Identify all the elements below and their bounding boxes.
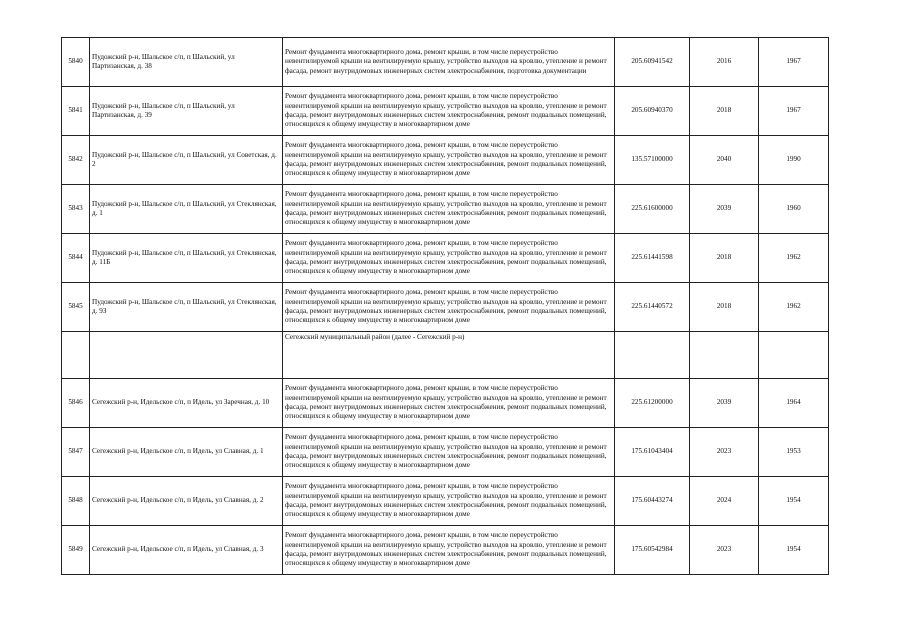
table-row [62,234,829,283]
table-row [62,477,829,526]
work-description-cell: Ремонт фундамента многоквартирного дома, ремонт крыши, в том числе переустройство невентилируемой крыши на вентилируемую крышу, устройство выходов на кровлю, утепление и ремонт фасада, ремонт внутридомовых инженерных систем электроснабжения, ремонт подвальных помещений, относящихся к общему имуществу в многоквартирном доме [283,477,615,526]
work-description-cell: Ремонт фундамента многоквартирного дома, ремонт крыши, в том числе переустройство невентилируемой крыши на вентилируемую крышу, устройство выходов на кровлю, утепление и ремонт фасада, ремонт внутридомовых инженерных систем электроснабжения, ремонт подвальных помещений, относящихся к общему имуществу в многоквартирном доме [283,234,615,283]
table-row [62,38,829,87]
row-number: 5844 [62,234,90,283]
build-year-cell: 1953 [759,428,829,477]
build-year-cell: 1960 [759,185,829,234]
cost-cell: 175.60443274 [615,477,690,526]
address-cell: Сегежский р-н, Идельское с/п, п Идель, ул Славная, д. 2 [90,477,283,526]
empty-cell [615,332,690,379]
repair-year-cell: 2024 [690,477,759,526]
address-cell: Сегежский р-н, Идельское с/п, п Идель, ул Славная, д. 1 [90,428,283,477]
work-description-cell: Ремонт фундамента многоквартирного дома, ремонт крыши, в том числе переустройство невентилируемой крыши на вентилируемую крышу, устройство выходов на кровлю, утепление и ремонт фасада, ремонт внутридомовых инженерных систем электроснабжения, ремонт подвальных помещений, относящихся к общему имуществу в многоквартирном доме [283,136,615,185]
housing-repair-table [61,37,829,575]
build-year-cell: 1967 [759,38,829,87]
empty-cell [90,332,283,379]
work-description-cell: Ремонт фундамента многоквартирного дома, ремонт крыши, в том числе переустройство невентилируемой крыши на вентилируемую крышу, устройство выходов на кровлю, утепление и ремонт фасада, ремонт внутридомовых инженерных систем электроснабжения, подготовка документации [283,38,615,87]
work-description-cell: Ремонт фундамента многоквартирного дома, ремонт крыши, в том числе переустройство невентилируемой крыши на вентилируемую крышу, устройство выходов на кровлю, утепление и ремонт фасада, ремонт внутридомовых инженерных систем электроснабжения, ремонт подвальных помещений, относящихся к общему имуществу в многоквартирном доме [283,526,615,575]
table-row [62,428,829,477]
repair-year-cell: 2039 [690,379,759,428]
table-row [62,136,829,185]
work-description-cell: Ремонт фундамента многоквартирного дома, ремонт крыши, в том числе переустройство невентилируемой крыши на вентилируемую крышу, устройство выходов на кровлю, утепление и ремонт фасада, ремонт внутридомовых инженерных систем электроснабжения, ремонт подвальных помещений, относящихся к общему имуществу в многоквартирном доме [283,428,615,477]
work-description-cell: Ремонт фундамента многоквартирного дома, ремонт крыши, в том числе переустройство невентилируемой крыши на вентилируемую крышу, устройство выходов на кровлю, утепление и ремонт фасада, ремонт внутридомовых инженерных систем электроснабжения, ремонт подвальных помещений, относящихся к общему имуществу в многоквартирном доме [283,185,615,234]
cost-cell: 135.57100000 [615,136,690,185]
repair-year-cell: 2039 [690,185,759,234]
table-row [62,283,829,332]
build-year-cell: 1990 [759,136,829,185]
row-number: 5845 [62,283,90,332]
row-number: 5842 [62,136,90,185]
repair-year-cell: 2040 [690,136,759,185]
address-cell: Пудожский р-н, Шальское с/п, п Шальский, ул Стеклянская, д. 1 [90,185,283,234]
build-year-cell: 1964 [759,379,829,428]
address-cell: Пудожский р-н, Шальское с/п, п Шальский, ул Стеклянская, д. 11Б [90,234,283,283]
address-cell: Сегежский р-н, Идельское с/п, п Идель, ул Заречная, д. 10 [90,379,283,428]
row-number: 5846 [62,379,90,428]
repair-year-cell: 2023 [690,526,759,575]
row-number: 5840 [62,38,90,87]
table-row [62,87,829,136]
empty-cell [759,332,829,379]
table-row [62,185,829,234]
build-year-cell: 1954 [759,526,829,575]
row-number: 5847 [62,428,90,477]
row-number: 5843 [62,185,90,234]
build-year-cell: 1962 [759,283,829,332]
build-year-cell: 1962 [759,234,829,283]
work-description-cell: Ремонт фундамента многоквартирного дома, ремонт крыши, в том числе переустройство невентилируемой крыши на вентилируемую крышу, устройство выходов на кровлю, утепление и ремонт фасада, ремонт внутридомовых инженерных систем электроснабжения, ремонт подвальных помещений, относящихся к общему имуществу в многоквартирном доме [283,87,615,136]
address-cell: Пудожский р-н, Шальское с/п, п Шальский, ул Стеклянская, д. 9З [90,283,283,332]
address-cell: Пудожский р-н, Шальское с/п, п Шальский, ул Партизанская, д. 39 [90,87,283,136]
cost-cell: 225.61600000 [615,185,690,234]
repair-year-cell: 2023 [690,428,759,477]
row-number: 5841 [62,87,90,136]
empty-cell [62,332,90,379]
cost-cell: 225.61441598 [615,234,690,283]
repair-year-cell: 2018 [690,87,759,136]
cost-cell: 205.60941542 [615,38,690,87]
cost-cell: 225.61200000 [615,379,690,428]
build-year-cell: 1967 [759,87,829,136]
cost-cell: 205.60940370 [615,87,690,136]
work-description-cell: Ремонт фундамента многоквартирного дома, ремонт крыши, в том числе переустройство невентилируемой крыши на вентилируемую крышу, устройство выходов на кровлю, утепление и ремонт фасада, ремонт внутридомовых инженерных систем электроснабжения, ремонт подвальных помещений, относящихся к общему имуществу в многоквартирном доме [283,379,615,428]
table-row [62,379,829,428]
address-cell: Пудожский р-н, Шальское с/п, п Шальский, ул Партизанская, д. 38 [90,38,283,87]
work-description-cell: Ремонт фундамента многоквартирного дома, ремонт крыши, в том числе переустройство невентилируемой крыши на вентилируемую крышу, устройство выходов на кровлю, утепление и ремонт фасада, ремонт внутридомовых инженерных систем электроснабжения, ремонт подвальных помещений, относящихся к общему имуществу в многоквартирном доме [283,283,615,332]
empty-cell [690,332,759,379]
address-cell: Сегежский р-н, Идельское с/п, п Идель, ул Славная, д. 3 [90,526,283,575]
cost-cell: 175.60542984 [615,526,690,575]
repair-year-cell: 2016 [690,38,759,87]
row-number: 5849 [62,526,90,575]
cost-cell: 225.61440572 [615,283,690,332]
section-title: Сегежский муниципальный район (далее - Сегежский р-н) [283,332,615,379]
table-row [62,526,829,575]
repair-year-cell: 2018 [690,283,759,332]
cost-cell: 175.61043404 [615,428,690,477]
address-cell: Пудожский р-н, Шальское с/п, п Шальский, ул Советская, д. 2 [90,136,283,185]
row-number: 5848 [62,477,90,526]
build-year-cell: 1954 [759,477,829,526]
repair-year-cell: 2018 [690,234,759,283]
section-header-row [62,332,829,379]
